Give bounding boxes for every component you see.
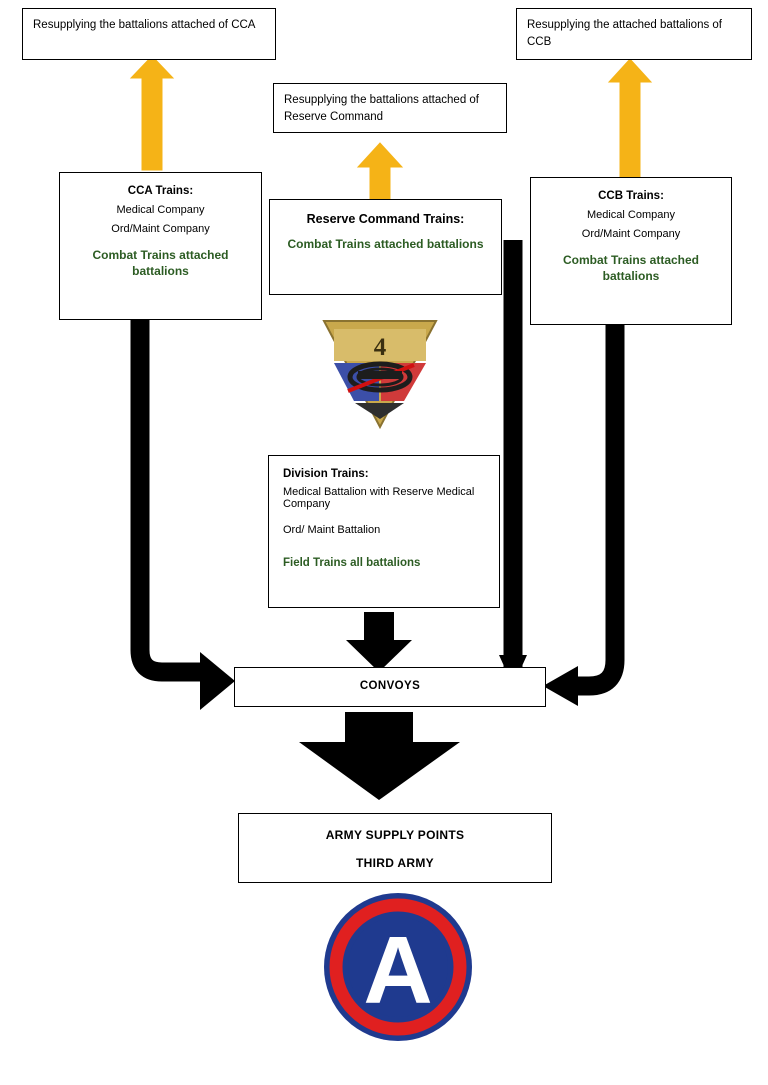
division-patch-number: 4 (373, 334, 387, 361)
reserve-command-trains-highlight: Combat Trains attached battalions (287, 237, 484, 251)
callout-reserve-resupply (273, 83, 507, 133)
third-army-seal-letter: A (363, 917, 433, 1024)
convoys-box (234, 667, 546, 707)
ccb-trains-line-1: Medical Company (586, 209, 676, 221)
ccb-trains-highlight: Combat Trains attached battalions (562, 253, 700, 284)
convoys-label: CONVOYS (359, 680, 421, 692)
cca-trains-box (59, 172, 262, 320)
army-supply-points-box (238, 813, 552, 883)
division-trains-line-2: Ord/ Maint Battalion (283, 524, 381, 536)
cca-trains-header: CCA Trains: (127, 185, 194, 197)
gold-arrow-cca (131, 56, 173, 170)
black-arrow-cca-to-convoys (140, 320, 235, 710)
cca-trains-line-1: Medical Company (116, 204, 205, 216)
third-army-seal-icon (314, 891, 482, 1043)
black-arrow-reserve-to-convoys (499, 240, 527, 686)
gold-arrow-ccb (609, 59, 651, 178)
black-arrow-convoys-to-supply (299, 712, 460, 800)
division-trains-header: Division Trains: (283, 468, 369, 480)
callout-ccb-resupply-text: Resupplying the attached battalions of CCB (527, 19, 722, 48)
division-trains-box (268, 455, 500, 608)
callout-cca-resupply (22, 8, 276, 60)
callout-ccb-resupply (516, 8, 752, 60)
division-trains-line-1: Medical Battalion with Reserve Medical Company (283, 486, 475, 510)
reserve-command-trains-header: Reserve Command Trains: (306, 212, 465, 226)
callout-reserve-resupply-text: Resupplying the battalions attached of Reserve Command (284, 94, 479, 123)
gold-arrow-reserve (358, 143, 402, 200)
division-trains-highlight: Field Trains all battalions (283, 557, 421, 569)
ccb-trains-box (530, 177, 732, 325)
cca-trains-highlight: Combat Trains attached battalions (92, 248, 229, 279)
army-supply-points-line-1: ARMY SUPPLY POINTS (325, 828, 465, 842)
black-arrow-division-to-convoys (346, 612, 412, 672)
callout-cca-resupply-text: Resupplying the battalions attached of CCA (33, 19, 256, 31)
reserve-command-trains-box (269, 199, 502, 295)
division-patch-icon (318, 315, 442, 433)
army-supply-points-line-2: THIRD ARMY (356, 856, 434, 870)
ccb-trains-header: CCB Trains: (598, 190, 664, 202)
cca-trains-line-2: Ord/Maint Company (111, 223, 210, 235)
ccb-trains-line-2: Ord/Maint Company (581, 228, 681, 240)
black-arrow-ccb-to-convoys (543, 320, 615, 706)
